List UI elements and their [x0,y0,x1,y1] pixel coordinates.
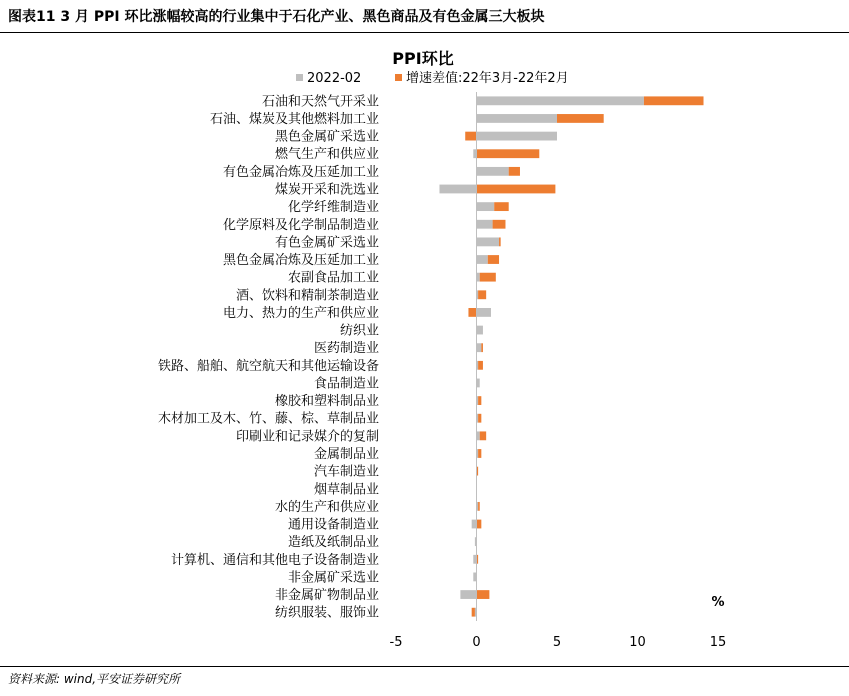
bar-diff-23 [478,502,480,511]
category-label-7: 化学原料及化学制品制造业 [222,217,379,233]
bar-feb-8 [477,237,500,246]
bar-feb-14 [477,343,482,352]
x-tick-label-4: 15 [709,635,727,650]
chart-title: PPI环比 [392,49,454,68]
category-label-1: 石油、煤炭及其他燃料加工业 [209,111,379,127]
bar-feb-24 [472,520,477,529]
bar-diff-24 [477,520,482,529]
bar-diff-17 [478,396,481,405]
category-label-25: 造纸及纸制品业 [287,535,379,551]
category-label-15: 铁路、船舶、航空航天和其他运输设备 [157,358,379,374]
category-label-17: 橡胶和塑料制品业 [274,394,379,410]
category-label-26: 计算机、通信和其他电子设备制造业 [170,552,379,568]
category-label-29: 纺织服装、服饰业 [274,605,379,621]
bar-diff-20 [478,449,481,458]
bar-feb-7 [477,220,493,229]
bar-feb-4 [477,167,509,176]
category-label-28: 非金属矿物制品业 [274,588,379,604]
bar-diff-9 [488,255,499,264]
category-label-16: 食品制造业 [313,376,379,392]
x-tick-label-3: 10 [629,635,646,650]
category-label-18: 木材加工及木、竹、藤、棕、草制品业 [157,411,379,427]
category-label-0: 石油和天然气开采业 [261,94,379,110]
bar-diff-12 [468,308,476,317]
bar-diff-5 [477,185,556,194]
chart-legend [296,70,569,86]
bar-diff-11 [478,290,486,299]
bar-diff-4 [509,167,520,176]
bar-diff-6 [494,202,508,211]
bar-feb-1 [477,114,558,123]
bar-feb-13 [477,326,483,335]
category-label-21: 汽车制造业 [313,464,379,480]
category-label-12: 电力、热力的生产和供应业 [222,305,379,321]
bar-diff-3 [477,149,540,158]
bar-diff-7 [493,220,506,229]
bar-feb-0 [477,96,644,105]
category-label-23: 水的生产和供应业 [274,499,379,515]
figure-title: 图表11 3 月 PPI 环比涨幅较高的行业集中于石化产业、黑色商品及有色金属三大板块 [8,9,545,25]
category-label-9: 黑色金属冶炼及压延加工业 [222,253,379,269]
category-label-11: 酒、饮料和精制茶制造业 [235,288,379,304]
unit-label: % [711,595,725,610]
legend-label-diff: 增速差值:22年3月-22年2月 [406,71,569,86]
category-label-3: 燃气生产和供应业 [274,147,379,163]
category-label-22: 烟草制品业 [313,482,379,498]
bar-diff-18 [478,414,481,423]
bar-feb-28 [460,590,476,599]
x-tick-label-1: 0 [472,635,481,650]
category-label-20: 金属制品业 [313,446,379,462]
bar-diff-2 [465,132,476,141]
category-label-4: 有色金属冶炼及压延加工业 [222,164,379,180]
bar-diff-29 [472,608,475,617]
bar-feb-5 [439,185,476,194]
bar-feb-9 [477,255,488,264]
category-label-19: 印刷业和记录媒介的复制 [235,429,379,445]
category-label-27: 非金属矿采选业 [287,570,379,586]
category-label-13: 纺织业 [339,323,379,339]
bar-diff-1 [557,114,604,123]
legend-label-2022-02: 2022-02 [307,71,362,86]
bar-diff-8 [499,237,501,246]
bar-feb-2 [477,132,558,141]
x-tick-label-2: 5 [552,635,562,650]
bar-feb-12 [477,308,491,317]
bar-diff-0 [644,96,704,105]
bar-diff-15 [478,361,483,370]
bottom-rule [0,666,849,667]
category-label-14: 医药制造业 [313,341,379,357]
bar-diff-14 [481,343,483,352]
category-label-10: 农副食品加工业 [287,270,379,286]
category-label-24: 通用设备制造业 [287,517,379,533]
x-tick-label-0: -5 [389,635,403,650]
bar-diff-10 [480,273,496,282]
bar-diff-28 [477,590,490,599]
category-label-6: 化学纤维制造业 [287,200,379,216]
category-label-8: 有色金属矿采选业 [274,235,379,251]
bar-diff-19 [480,431,486,440]
plot-area [158,92,726,650]
category-label-5: 煤炭开采和洗选业 [274,182,379,198]
legend-swatch-2022-02 [296,74,303,81]
bar-feb-6 [477,202,495,211]
category-label-2: 黑色金属矿采选业 [274,129,379,145]
legend-swatch-diff [395,74,402,81]
source-note: 资料来源: wind,平安证券研究所 [8,672,181,686]
